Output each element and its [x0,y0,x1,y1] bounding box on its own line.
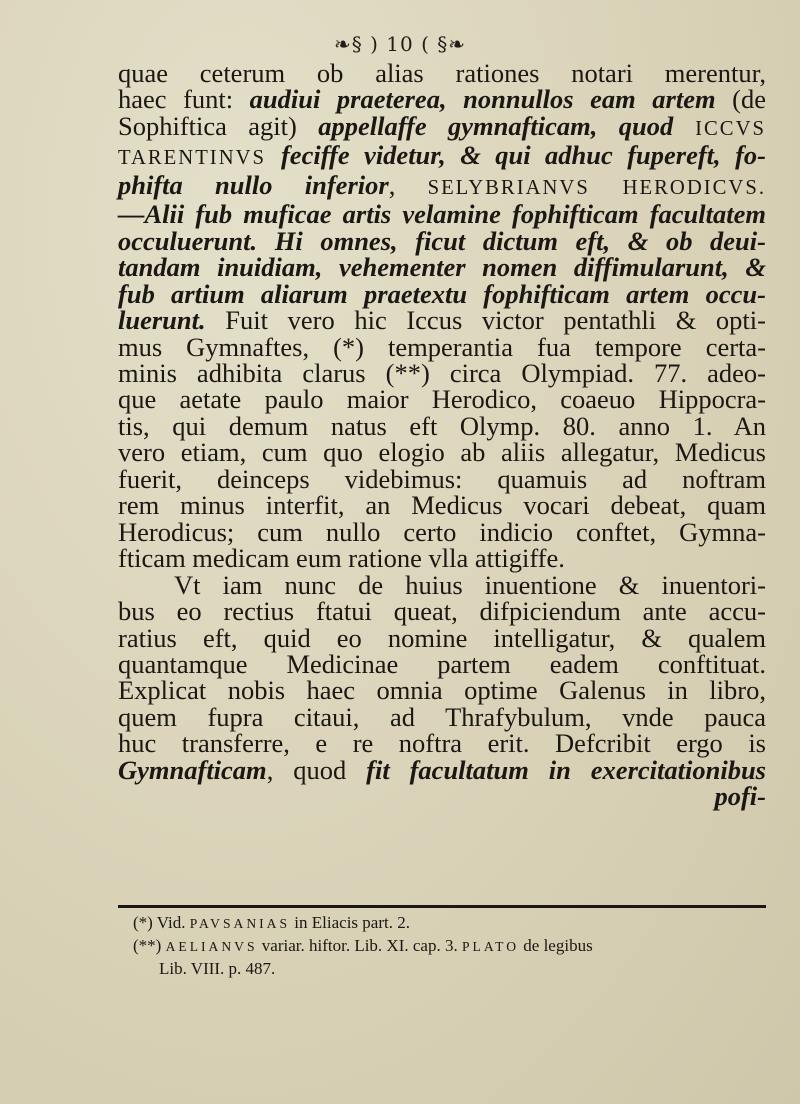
text-line: que aetate paulo maior Herodico, coaeuo Hippocra- [118,384,766,415]
text-segment: luerunt. [118,305,206,336]
text-line: Explicat nobis haec omnia optime Galenus in libro, [118,675,766,706]
footnote-segment: variar. hiftor. Lib. XI. cap. 3. [257,936,462,955]
text-line: tis, qui demum natus eft Olymp. 80. anno 1. An [118,410,766,441]
footnote-segment: (**) [133,936,166,955]
text-line [118,110,766,142]
footnote-rule [118,905,766,908]
footnote-segment: PAVSANIAS [189,916,291,931]
text-line: —Alii fub muficae artis velamine fophifticam facultatem [118,199,766,230]
text-line: quem fupra citaui, ad Thrafybulum, vnde pauca [118,701,766,732]
text-segment: Gymnafticam [118,754,267,785]
page-header: ❧§ ) 10 ( §❧ [334,32,466,56]
text-line: fub artium aliarum praetextu fophifticam artem occu- [118,278,766,309]
text-segment: Sophiftica agit) [118,110,319,141]
text-line: Herodicus; cum nullo certo indicio conftet, Gymna- [118,516,766,547]
footnote-segment: (*) Vid. [133,913,190,932]
footnote-segment: AELIANVS [165,939,258,954]
text-line: occuluerunt. Hi omnes, ficut dictum eft, & ob deui- [118,225,766,256]
text-line: quae ceterum ob alias rationes notari merentur, [118,58,766,88]
footnote-line [133,935,773,958]
text-line: rem minus interfit, an Medicus vocari debeat, quam [118,490,766,521]
text-segment: audiui praeterea, nonnullos eam artem [249,84,716,115]
text-line: vero etiam, cum quo elogio ab aliis allegatur, Medicus [118,437,766,468]
footnote-segment: in Eliacis part. 2. [290,913,410,932]
text-segment: , [388,169,428,200]
footnote-segment: Lib. VIII. p. 487. [159,959,276,978]
text-segment: phifta nullo inferior [118,169,389,200]
text-line: minis adhibita clarus (**) circa Olympiad. 77. adeo- [118,357,766,388]
text-segment: ICCVS [673,117,766,140]
text-line [118,84,766,115]
footnote-line [133,958,773,980]
text-line [118,142,766,171]
text-line [118,754,766,785]
text-segment: , quod [266,754,367,785]
main-text [118,60,766,810]
text-segment: TARENTINVS [118,147,281,170]
text-line: huc transferre, e re noftra erit. Defcribit ergo is [118,728,766,759]
text-segment: haec funt: [118,84,250,115]
text-line: ratius eft, quid eo nomine intelligatur, & qualem [118,622,766,653]
text-segment: feciffe videtur, & qui adhuc fupereft, fo- [280,140,766,171]
text-line [118,305,766,336]
text-line: tandam inuidiam, vehementer nomen diffimularunt, & [118,252,766,283]
footnote-line [133,912,773,935]
text-segment: (de [715,84,766,115]
text-line: pofi- [714,781,766,812]
footnotes [133,912,773,980]
footnote-segment: PLATO [461,939,520,954]
text-segment: appellaffe gymnafticam, quod [318,110,674,141]
text-line: fuerit, deinceps videbimus: quamuis ad noftram [118,463,766,494]
text-segment: Fuit vero hic Iccus victor pentathli & opti- [205,305,766,336]
text-line: fticam medicam eum ratione vlla attigiffe. [118,543,565,574]
text-line: quantamque Medicinae partem eadem conftituat. [118,648,766,679]
text-line [118,169,766,201]
text-segment: fit facultatum in exercitationibus [366,754,766,785]
text-segment: SELYBRIANVS HERODICVS. [427,176,766,199]
text-line: bus eo rectius ftatui queat, difpiciendum ante accu- [118,596,766,627]
text-line: Vt iam nunc de huius inuentione & inuentori- [174,569,766,600]
text-line: mus Gymnaftes, (*) temperantia fua tempore certa- [118,331,766,362]
footnote-segment: de legibus [519,936,593,955]
